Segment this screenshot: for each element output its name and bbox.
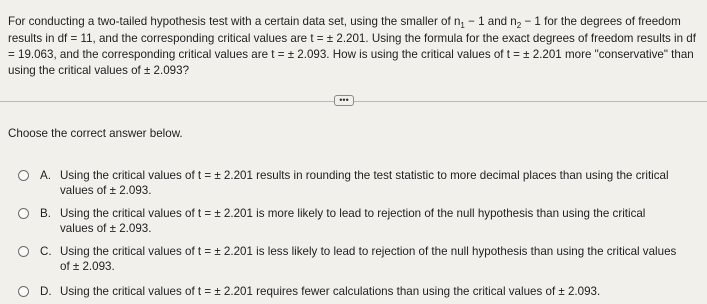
option-text-b: Using the critical values of t = ± 2.201 is more likely to lead to rejection of the null hypothesis than using the critical values of ± 2.093. <box>60 207 646 235</box>
expand-more-button[interactable]: ••• <box>334 95 354 106</box>
radio-button-d[interactable] <box>18 286 29 297</box>
question-text <box>8 14 703 79</box>
radio-button-b[interactable] <box>18 208 29 219</box>
question-part-3: − 1 for the degrees of freedom results in df = 11, and the corresponding critical values are t = ± 2.201. Using the formula for the exact degrees of freedom results in df = 19.063, and the corresponding critical values are t = ± 2.093. How is using the critical values of t = ± 2.201 more "conservative" than using the critical values of ± 2.093? <box>8 15 696 77</box>
option-letter-a: A. <box>40 169 51 182</box>
option-text-d: Using the critical values of t = ± 2.201 requires fewer calculations than using the critical values of ± 2.093. <box>60 285 601 298</box>
option-letter-b: B. <box>40 207 51 220</box>
radio-button-a[interactable] <box>18 170 29 181</box>
question-part-1: For conducting a two-tailed hypothesis test with a certain data set, using the smaller of n <box>8 15 461 28</box>
question-part-2: − 1 and n <box>464 15 517 28</box>
option-text-a: Using the critical values of t = ± 2.201 results in rounding the test statistic to more decimal places than using the critical values of ± 2.093. <box>60 169 669 197</box>
option-text-c: Using the critical values of t = ± 2.201 is less likely to lead to rejection of the null hypothesis than using the critical values of ± 2.093. <box>60 245 677 273</box>
answer-prompt: Choose the correct answer below. <box>8 127 183 140</box>
subscript-2: 2 <box>516 21 522 30</box>
option-letter-d: D. <box>40 285 52 298</box>
subscript-1: 1 <box>460 21 465 30</box>
option-letter-c: C. <box>40 245 52 258</box>
radio-button-c[interactable] <box>18 246 29 257</box>
